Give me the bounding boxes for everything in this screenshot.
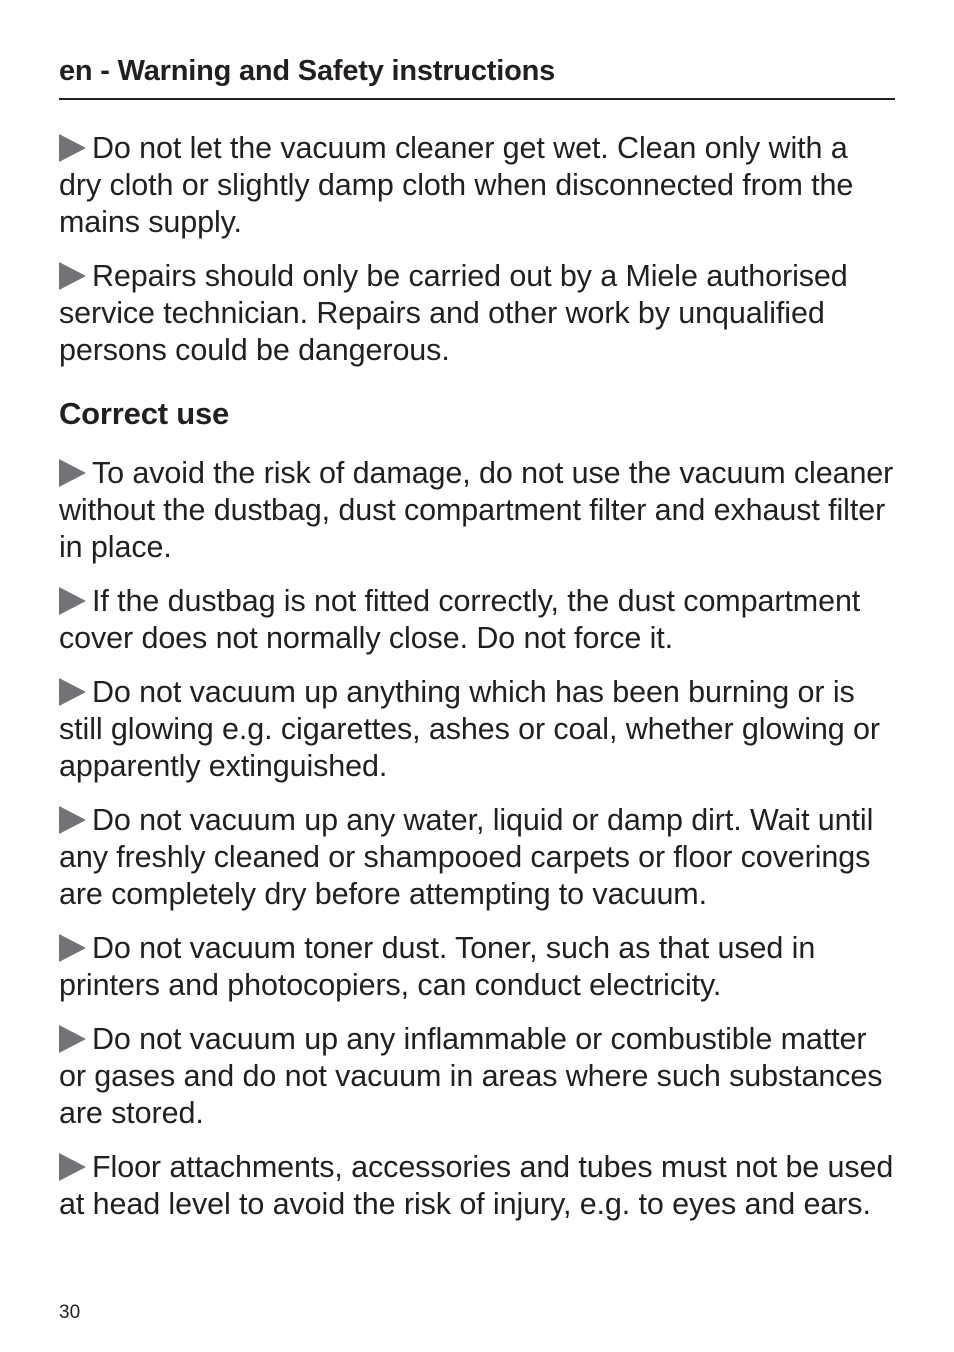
- safety-item: [59, 1149, 895, 1223]
- safety-item-text: Do not vacuum toner dust. Toner, such as that used in printers and photocopiers, can conduct electricity.: [59, 931, 816, 1002]
- safety-item: [59, 802, 895, 913]
- triangle-right-icon: [59, 1153, 86, 1181]
- page-number: 30: [59, 1302, 81, 1323]
- safety-item: [59, 674, 895, 785]
- safety-item-text: Do not vacuum up any water, liquid or damp dirt. Wait until any freshly cleaned or shampooed carpets or floor coverings are completely dry before attempting to vacuum.: [59, 803, 874, 911]
- safety-item-text: Do not vacuum up any inflammable or combustible matter or gases and do not vacuum in areas where such substances are stored.: [59, 1022, 883, 1130]
- page-header: [59, 52, 895, 100]
- safety-item: [59, 1021, 895, 1132]
- triangle-right-icon: [59, 587, 86, 615]
- triangle-right-icon: [59, 806, 86, 834]
- safety-item: [59, 930, 895, 1004]
- triangle-right-icon: [59, 134, 86, 162]
- page-header-title: en - Warning and Safety instructions: [59, 55, 556, 87]
- safety-item-text: To avoid the risk of damage, do not use the vacuum cleaner without the dustbag, dust compartment filter and exhaust filter in place.: [59, 456, 894, 564]
- safety-item: [59, 130, 895, 241]
- safety-item-text: Floor attachments, accessories and tubes must not be used at head level to avoid the risk of injury, e.g. to eyes and ears.: [59, 1150, 894, 1221]
- triangle-right-icon: [59, 1025, 86, 1053]
- triangle-right-icon: [59, 459, 86, 487]
- safety-item-text: Repairs should only be carried out by a Miele authorised service technician. Repairs and other work by unqualified persons could be dangerous.: [59, 259, 848, 367]
- safety-item-text: Do not vacuum up anything which has been burning or is still glowing e.g. cigarettes, ashes or coal, whether glowing or apparently extinguished.: [59, 675, 880, 783]
- safety-item-text: Do not let the vacuum cleaner get wet. Clean only with a dry cloth or slightly damp cloth when disconnected from the mains supply.: [59, 131, 854, 239]
- safety-item: [59, 583, 895, 657]
- section-heading-correct-use: Correct use: [59, 396, 230, 431]
- safety-item: [59, 455, 895, 566]
- triangle-right-icon: [59, 262, 86, 290]
- safety-item: [59, 258, 895, 369]
- triangle-right-icon: [59, 678, 86, 706]
- safety-item-text: If the dustbag is not fitted correctly, the dust compartment cover does not normally close. Do not force it.: [59, 584, 861, 655]
- triangle-right-icon: [59, 934, 86, 962]
